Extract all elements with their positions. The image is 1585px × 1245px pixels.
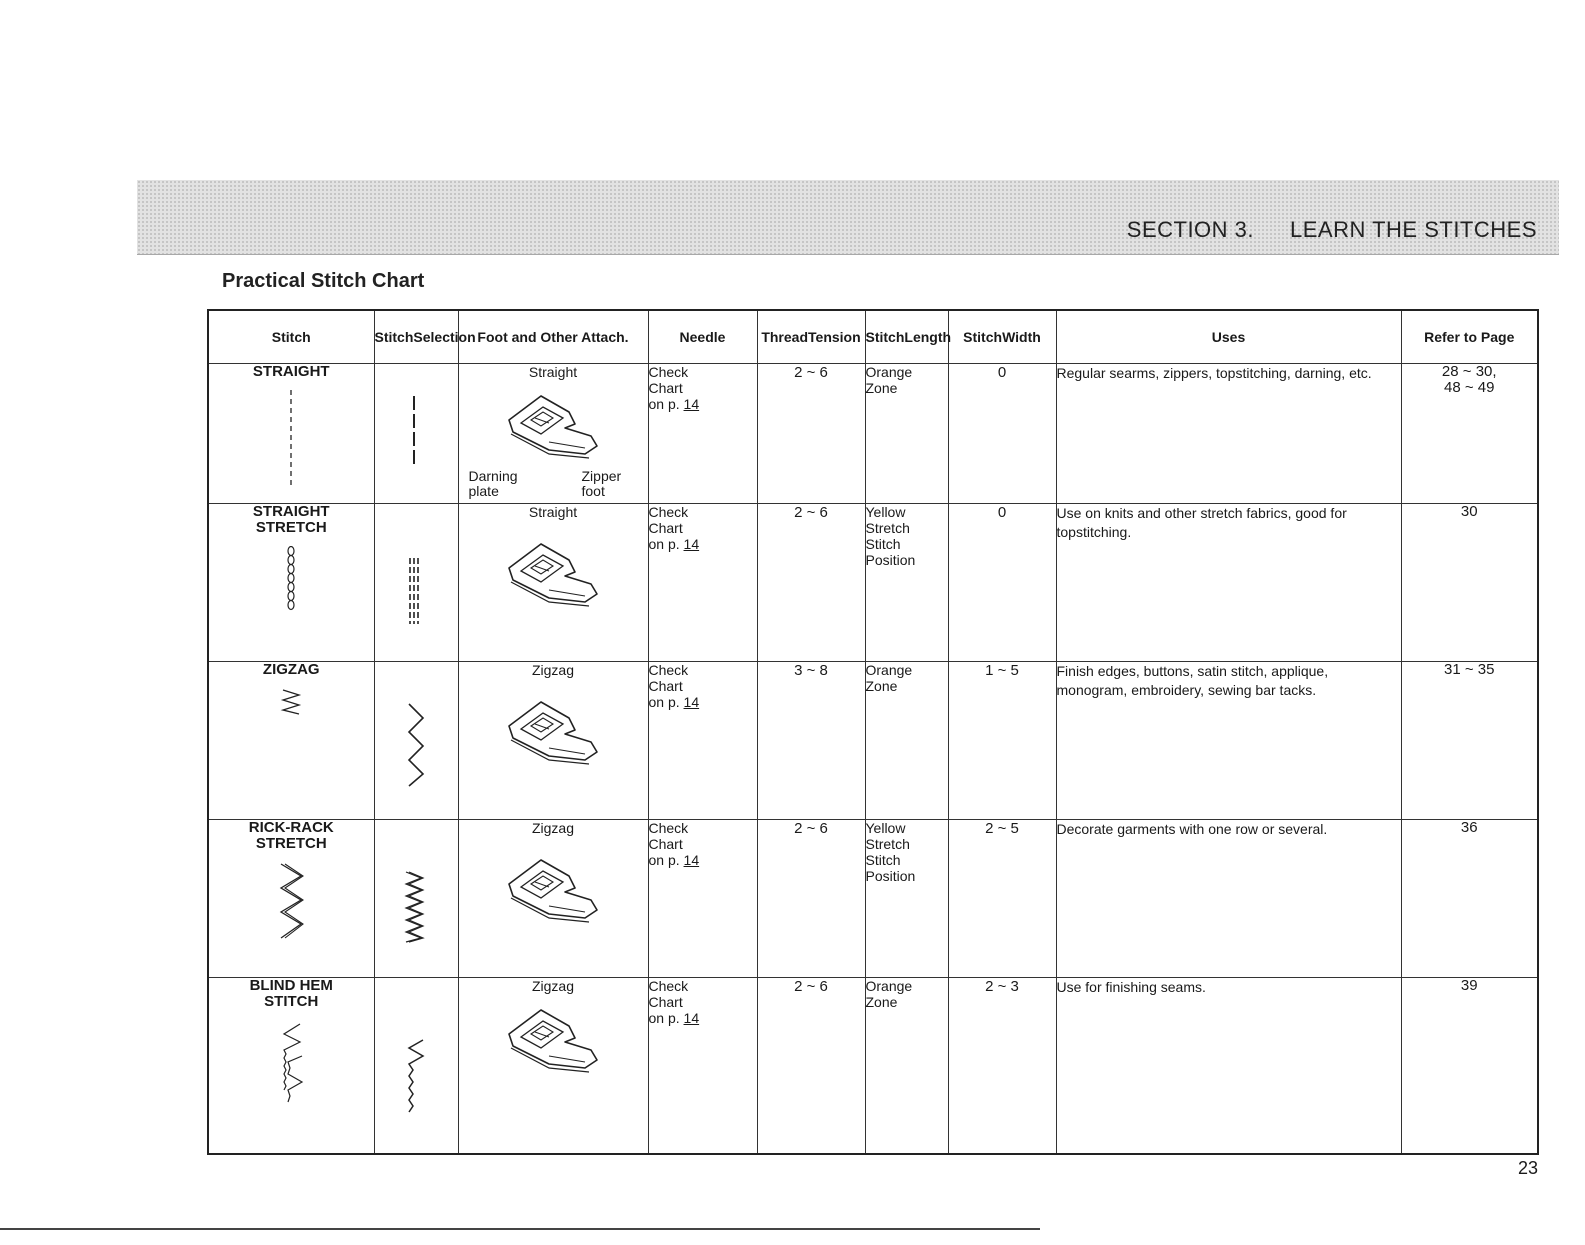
width-cell: 0 — [948, 504, 1056, 662]
stitch-name-cell — [208, 504, 374, 662]
blind-hem-stitch-icon — [276, 1020, 306, 1104]
col-header-needle: Needle — [648, 310, 757, 364]
foot-name: Zigzag — [531, 662, 575, 678]
stitch-selection-cell — [374, 662, 458, 820]
tension-cell: 2 ~ 6 — [757, 978, 865, 1154]
straight-stretch-stitch-icon — [285, 546, 297, 612]
table-row-straight — [208, 364, 1538, 504]
needle-cell: Check Chart on p. 14 — [648, 662, 757, 820]
table-row-straight-stretch — [208, 504, 1538, 662]
stitch-chart-table — [207, 309, 1539, 1155]
straight-selection-icon — [409, 396, 419, 466]
needle-page-ref: 14 — [683, 536, 700, 552]
length-cell: Yellow Stretch Stitch Position — [865, 504, 948, 662]
darning-plate-label: Darning plate — [468, 468, 518, 499]
stitch-name-cell — [208, 820, 374, 978]
foot-cell — [458, 820, 648, 978]
stitch-name-cell — [208, 662, 374, 820]
needle-cell: Check Chart on p. 14 — [648, 978, 757, 1154]
refer-cell: 28 ~ 30, 48 ~ 49 — [1401, 364, 1538, 504]
needle-line: Check — [648, 364, 689, 380]
uses-cell: Regular searms, zippers, topstitching, darning, etc. — [1056, 364, 1401, 504]
needle-page-ref: 14 — [683, 852, 700, 868]
stitch-name: RICK-RACK — [248, 819, 334, 836]
foot-cell — [458, 978, 648, 1154]
stitch-name: STRAIGHT — [252, 503, 330, 520]
chart-title: Practical Stitch Chart — [222, 270, 425, 292]
col-header-foot: Foot and Other Attach. — [458, 310, 648, 364]
width-cell: 1 ~ 5 — [948, 662, 1056, 820]
needle-page-ref: 14 — [683, 694, 700, 710]
section-header-band — [137, 180, 1559, 255]
page-number: 23 — [1518, 1158, 1539, 1178]
straight-stretch-selection-icon — [407, 558, 421, 624]
length-cell: Orange Zone — [865, 364, 948, 504]
stitch-name: STITCH — [264, 993, 319, 1010]
length-cell: Orange Zone — [865, 978, 948, 1154]
needle-cell: Check Chart on p. 14 — [648, 504, 757, 662]
header-row — [208, 310, 1538, 364]
length-cell: Yellow Stretch Stitch Position — [865, 820, 948, 978]
page-edge-divider — [0, 1228, 1040, 1230]
uses-cell: Use for finishing seams. — [1056, 978, 1401, 1154]
stitch-selection-cell — [374, 364, 458, 504]
foot-cell — [458, 364, 648, 504]
width-cell: 0 — [948, 364, 1056, 504]
table-row-blind-hem — [208, 978, 1538, 1154]
straight-foot-icon — [505, 390, 601, 462]
needle-page-ref: 14 — [683, 1010, 700, 1026]
col-header-length: StitchLength — [865, 310, 948, 364]
needle-page-ref: 14 — [683, 396, 700, 412]
col-header-width: StitchWidth — [948, 310, 1056, 364]
accessories — [469, 469, 634, 499]
stitch-name: STRAIGHT — [252, 363, 330, 380]
tension-cell: 2 ~ 6 — [757, 820, 865, 978]
stitch-selection-cell — [374, 820, 458, 978]
needle-cell — [648, 364, 757, 504]
stitch-name-cell — [208, 364, 374, 504]
refer-cell: 39 — [1401, 978, 1538, 1154]
needle-line: Chart — [648, 380, 683, 396]
stitch-selection-cell — [374, 978, 458, 1154]
zigzag-foot-icon — [505, 696, 601, 768]
stitch-name: ZIGZAG — [262, 661, 320, 678]
foot-cell — [458, 662, 648, 820]
foot-cell — [458, 504, 648, 662]
needle-cell: Check Chart on p. 14 — [648, 820, 757, 978]
col-header-selection: StitchSelection — [374, 310, 458, 364]
foot-name: Zigzag — [531, 978, 575, 994]
stitch-name: BLIND HEM — [249, 977, 333, 994]
refer-cell: 31 ~ 35 — [1401, 662, 1538, 820]
width-cell: 2 ~ 3 — [948, 978, 1056, 1154]
blind-hem-selection-icon — [405, 1038, 427, 1114]
zigzag-foot-icon — [505, 854, 601, 926]
zigzag-selection-icon — [405, 702, 427, 788]
col-header-refer: Refer to Page — [1401, 310, 1538, 364]
width-cell: 2 ~ 5 — [948, 820, 1056, 978]
col-header-stitch: Stitch — [208, 310, 374, 364]
col-header-uses: Uses — [1056, 310, 1401, 364]
uses-cell: Decorate garments with one row or several. — [1056, 820, 1401, 978]
straight-foot-icon — [505, 538, 601, 610]
table-row-rick-rack-stretch — [208, 820, 1538, 978]
foot-name: Straight — [528, 504, 578, 520]
stitch-name: STRETCH — [255, 835, 327, 852]
needle-line: on p. 14 — [648, 396, 700, 412]
straight-stitch-icon — [287, 390, 295, 486]
table-row-zigzag — [208, 662, 1538, 820]
section-name: LEARN THE STITCHES — [1290, 217, 1537, 242]
refer-cell: 36 — [1401, 820, 1538, 978]
section-title — [1127, 217, 1537, 243]
rick-rack-selection-icon — [403, 870, 425, 944]
section-number: SECTION 3. — [1126, 217, 1255, 242]
tension-cell: 2 ~ 6 — [757, 364, 865, 504]
stitch-name: STRETCH — [255, 519, 327, 536]
zigzag-foot-icon — [505, 1004, 601, 1076]
stitch-selection-cell — [374, 504, 458, 662]
zipper-foot-label: Zipper foot — [581, 468, 622, 499]
stitch-name-cell — [208, 978, 374, 1154]
rick-rack-stitch-icon — [277, 862, 305, 940]
tension-cell: 3 ~ 8 — [757, 662, 865, 820]
uses-cell: Finish edges, buttons, satin stitch, applique, monogram, embroidery, sewing bar tacks. — [1056, 662, 1401, 820]
uses-cell: Use on knits and other stretch fabrics, good for topstitching. — [1056, 504, 1401, 662]
foot-name: Straight — [528, 364, 578, 380]
zigzag-stitch-icon — [279, 688, 303, 716]
col-header-tension: ThreadTension — [757, 310, 865, 364]
refer-cell: 30 — [1401, 504, 1538, 662]
length-cell: Orange Zone — [865, 662, 948, 820]
foot-name: Zigzag — [531, 820, 575, 836]
tension-cell: 2 ~ 6 — [757, 504, 865, 662]
